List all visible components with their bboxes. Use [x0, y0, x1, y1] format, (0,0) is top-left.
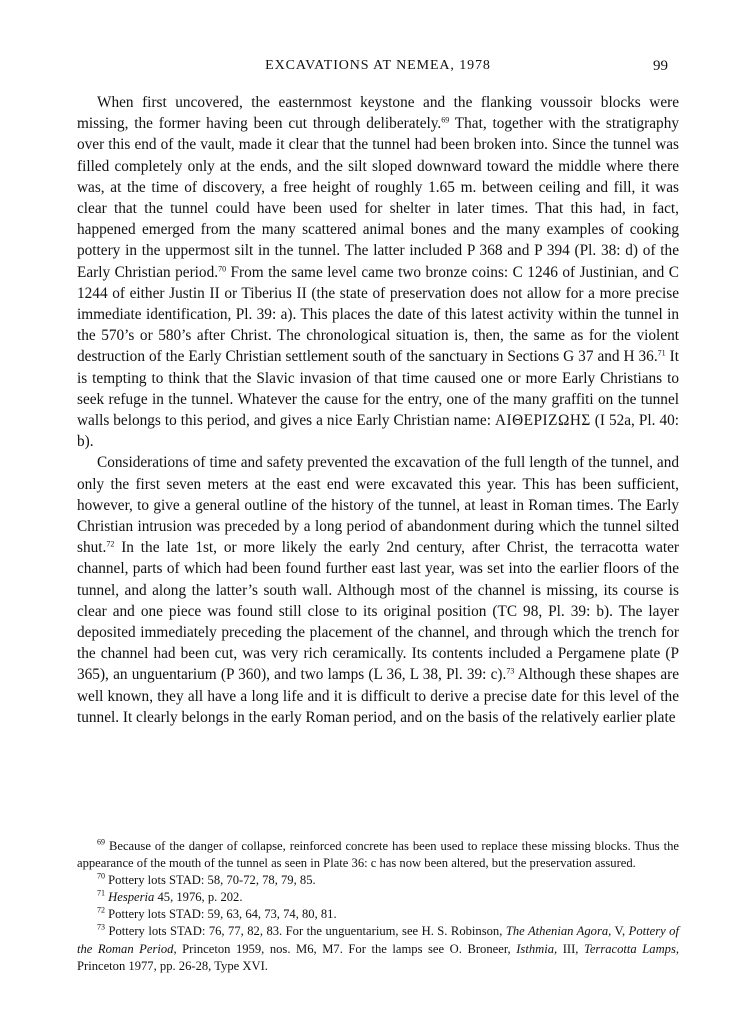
text-run: V,	[611, 924, 629, 939]
text-run: It is tempting to think that the Slavic invasion of that time caused one or more Early Christians to seek refuge in the tunnel. Whatever the cause for the entry, one of the many graffiti on the tunnel walls belongs to this period, and gives a nice Early Christian name:	[77, 348, 679, 430]
greek-inscription: ΑΙΘΕΡΙΖΩΗΣ	[494, 412, 591, 430]
text-run: From the same level came two bronze coins: C 1246 of Justinian, and C 1244 of either Justin II or Tiberius II (the state of preservation does not allow for a more precise immediate identification, Pl. 39: a). This places the date of this latest activity within the tunnel in the 570’s or 580’s after Christ. The chronological situation is, then, the same as for the violent destruction of the Early Christian settlement south of the sanctuary in Sections G 37 and H 36.	[77, 263, 680, 366]
footnote-number: 71	[97, 888, 105, 898]
body-text	[77, 92, 679, 728]
running-title: EXCAVATIONS AT NEMEA, 1978	[265, 58, 491, 73]
text-run: Pottery lots STAD: 58, 70-72, 78, 79, 85.	[105, 873, 316, 888]
text-run: Princeton 1977, pp. 26-28, Type XVI.	[77, 958, 268, 973]
footnote-number: 69	[97, 837, 105, 847]
text-run: When first uncovered, the easternmost keystone and the flanking voussoir blocks were missing, the former having been cut through deliberately.	[77, 94, 679, 133]
footnote-number: 72	[97, 905, 105, 915]
text-run: In the late 1st, or more likely the early 2nd century, after Christ, the terracotta water channel, parts of which had been found further east last year, was set into the earlier floors of the tunnel, and along the latter’s south wall. Although most of the channel is missing, its course is clear and one piece was found still close to its original position (TC 98, Pl. 39: b). The layer deposited immediately preceding the placement of the channel, and through which the trench for the channel had been cut, was very rich ceramically. Its contents included a Pergamene plate (P 365), an unguentarium (P 360), and two lamps (L 36, L 38, Pl. 39: c).	[77, 539, 679, 684]
text-run: Princeton 1959, nos. M6, M7. For the lamps see O. Broneer,	[176, 941, 517, 956]
footnote-number: 70	[97, 871, 105, 881]
footnote	[77, 838, 679, 872]
footnote	[77, 906, 679, 923]
footnote-ref: 71	[657, 348, 666, 358]
footnote-ref: 73	[506, 666, 515, 676]
italic-text: The Athenian Agora,	[505, 924, 612, 939]
running-head	[0, 58, 756, 78]
footnotes	[77, 838, 679, 975]
footnote-ref: 70	[218, 264, 227, 274]
paragraph	[77, 92, 679, 452]
text-run: III,	[557, 941, 584, 956]
italic-text: Hesperia	[108, 890, 155, 905]
footnote	[77, 923, 679, 974]
footnote-ref: 72	[106, 539, 115, 549]
footnote	[77, 889, 679, 906]
text-run: Pottery lots STAD: 59, 63, 64, 73, 74, 80, 81.	[105, 907, 337, 922]
footnote-ref: 69	[441, 115, 450, 125]
page-number: 99	[653, 58, 668, 74]
italic-text: Terracotta Lamps,	[584, 941, 680, 956]
footnote-number: 73	[97, 922, 105, 932]
text-run: Although these shapes are well known, they all have a long life and it is difficult to derive a precise date for this level of the tunnel. It clearly belongs in the early Roman period, and on the basis of the relatively earlier plate	[77, 666, 679, 726]
footnote	[77, 872, 679, 889]
italic-text: Isthmia,	[516, 941, 558, 956]
text-run: 45, 1976, p. 202.	[154, 890, 243, 905]
text-run: Considerations of time and safety prevented the excavation of the full length of the tunnel, and only the first seven meters at the east end were excavated this year. This has been sufficient, however, to give a general outline of the history of the tunnel, at least in Roman times. The Early Christian intrusion was preceded by a long period of abandonment during which the tunnel silted shut.	[77, 454, 679, 557]
text-run: That, together with the stratigraphy over this end of the vault, made it clear that the tunnel had been broken into. Since the tunnel was filled completely only at the ends, and the silt sloped downward toward the middle where there was, at the time of discovery, a free height of roughly 1.65 m. between ceiling and fill, it was clear that the tunnel could have been used for shelter in later times. That this had, in fact, happened emerged from the many scattered animal bones and the many examples of cooking pottery in the uppermost silt in the tunnel. The latter included P 368 and P 394 (Pl. 38: d) of the Early Christian period.	[77, 115, 679, 281]
italic-text: Pottery of the Roman Period,	[77, 924, 679, 956]
text-run: Because of the danger of collapse, reinforced concrete has been used to replace these missing blocks. Thus the appearance of the mouth of the tunnel as seen in Plate 36: c has now been altered, but the preservation assured.	[77, 839, 679, 871]
text-run: (I 52a, Pl. 40: b).	[77, 412, 679, 451]
text-run: Pottery lots STAD: 76, 77, 82, 83. For the unguentarium, see H. S. Robinson,	[105, 924, 506, 939]
paragraph	[77, 452, 679, 728]
